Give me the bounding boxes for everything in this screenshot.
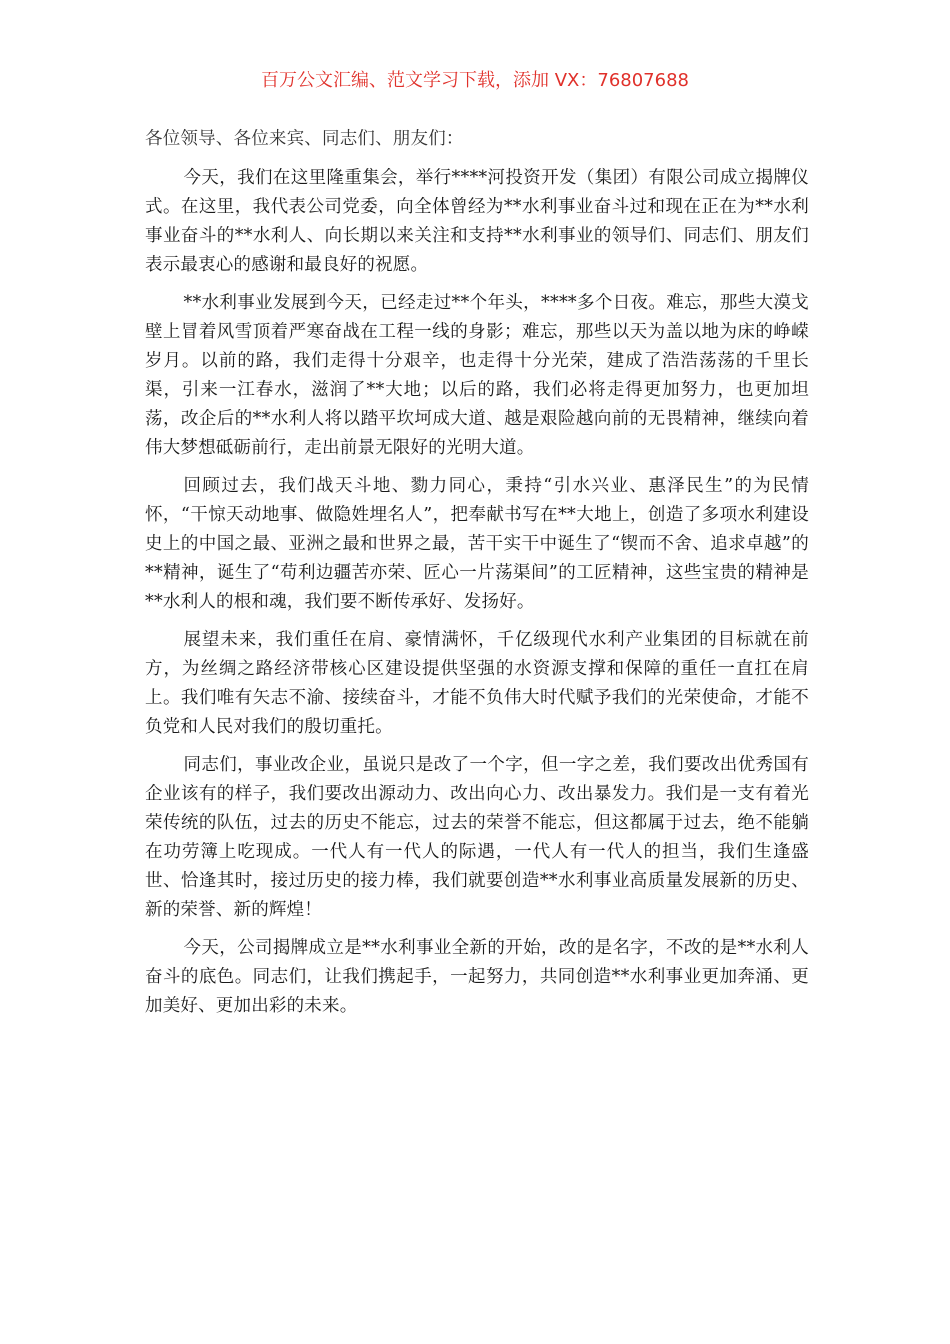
document-body [145, 125, 809, 1030]
salutation: 各位领导、各位来宾、同志们、朋友们： [145, 129, 464, 149]
watermark-header: 百万公文汇编、范文学习下载，添加 VX：76807688 [261, 70, 689, 91]
paragraph-history: **水利事业发展到今天，已经走过**个年头，****多个日夜。难忘，那些大漠戈壁上冒着风雪顶着严寒奋战在工程一线的身影；难忘，那些以天为盖以地为床的峥嵘岁月。以前的路，我们走得十分艰辛，也走得十分光荣，建成了浩浩荡荡的千里长渠，引来一江春水，滋润了**大地；以后的路，我们必将走得更加努力，也更加坦荡，改企后的**水利人将以踏平坎坷成大道、越是艰险越向前的无畏精神，继续向着伟大梦想砥砺前行，走出前景无限好的光明大道。 [145, 293, 809, 458]
paragraph-closing: 今天，公司揭牌成立是**水利事业全新的开始，改的是名字，不改的是**水利人奋斗的底色。同志们，让我们携起手，一起努力，共同创造**水利事业更加奔涌、更加美好、更加出彩的未来。 [145, 938, 809, 1016]
paragraph-review: 回顾过去，我们战天斗地、勠力同心，秉持“引水兴业、惠泽民生”的为民情怀，“干惊天动地事、做隐姓埋名人”，把奉献书写在**大地上，创造了多项水利建设史上的中国之最、亚洲之最和世界之最，苦干实干中诞生了“锲而不舍、追求卓越”的**精神，诞生了“苟利边疆苦亦荣、匠心一片荡渠间”的工匠精神，这些宝贵的精神是**水利人的根和魂，我们要不断传承好、发扬好。 [145, 476, 809, 612]
paragraph-outlook: 展望未来，我们重任在肩、豪情满怀，千亿级现代水利产业集团的目标就在前方，为丝绸之路经济带核心区建设提供坚强的水资源支撑和保障的重任一直扛在肩上。我们唯有矢志不渝、接续奋斗，才能不负伟大时代赋予我们的光荣使命，才能不负党和人民对我们的殷切重托。 [145, 630, 809, 737]
paragraph-reform: 同志们，事业改企业，虽说只是改了一个字，但一字之差，我们要改出优秀国有企业该有的样子，我们要改出源动力、改出向心力、改出暴发力。我们是一支有着光荣传统的队伍，过去的历史不能忘，过去的荣誉不能忘，但这都属于过去，绝不能躺在功劳簿上吃现成。一代人有一代人的际遇，一代人有一代人的担当，我们生逢盛世、恰逢其时，接过历史的接力棒，我们就要创造**水利事业高质量发展新的历史、新的荣誉、新的辉煌！ [145, 755, 809, 920]
paragraph-opening: 今天，我们在这里隆重集会，举行****河投资开发（集团）有限公司成立揭牌仪式。在这里，我代表公司党委，向全体曾经为**水利事业奋斗过和现在正在为**水利事业奋斗的**水利人、向长期以来关注和支持**水利事业的领导们、同志们、朋友们表示最衷心的感谢和最良好的祝愿。 [145, 168, 809, 275]
